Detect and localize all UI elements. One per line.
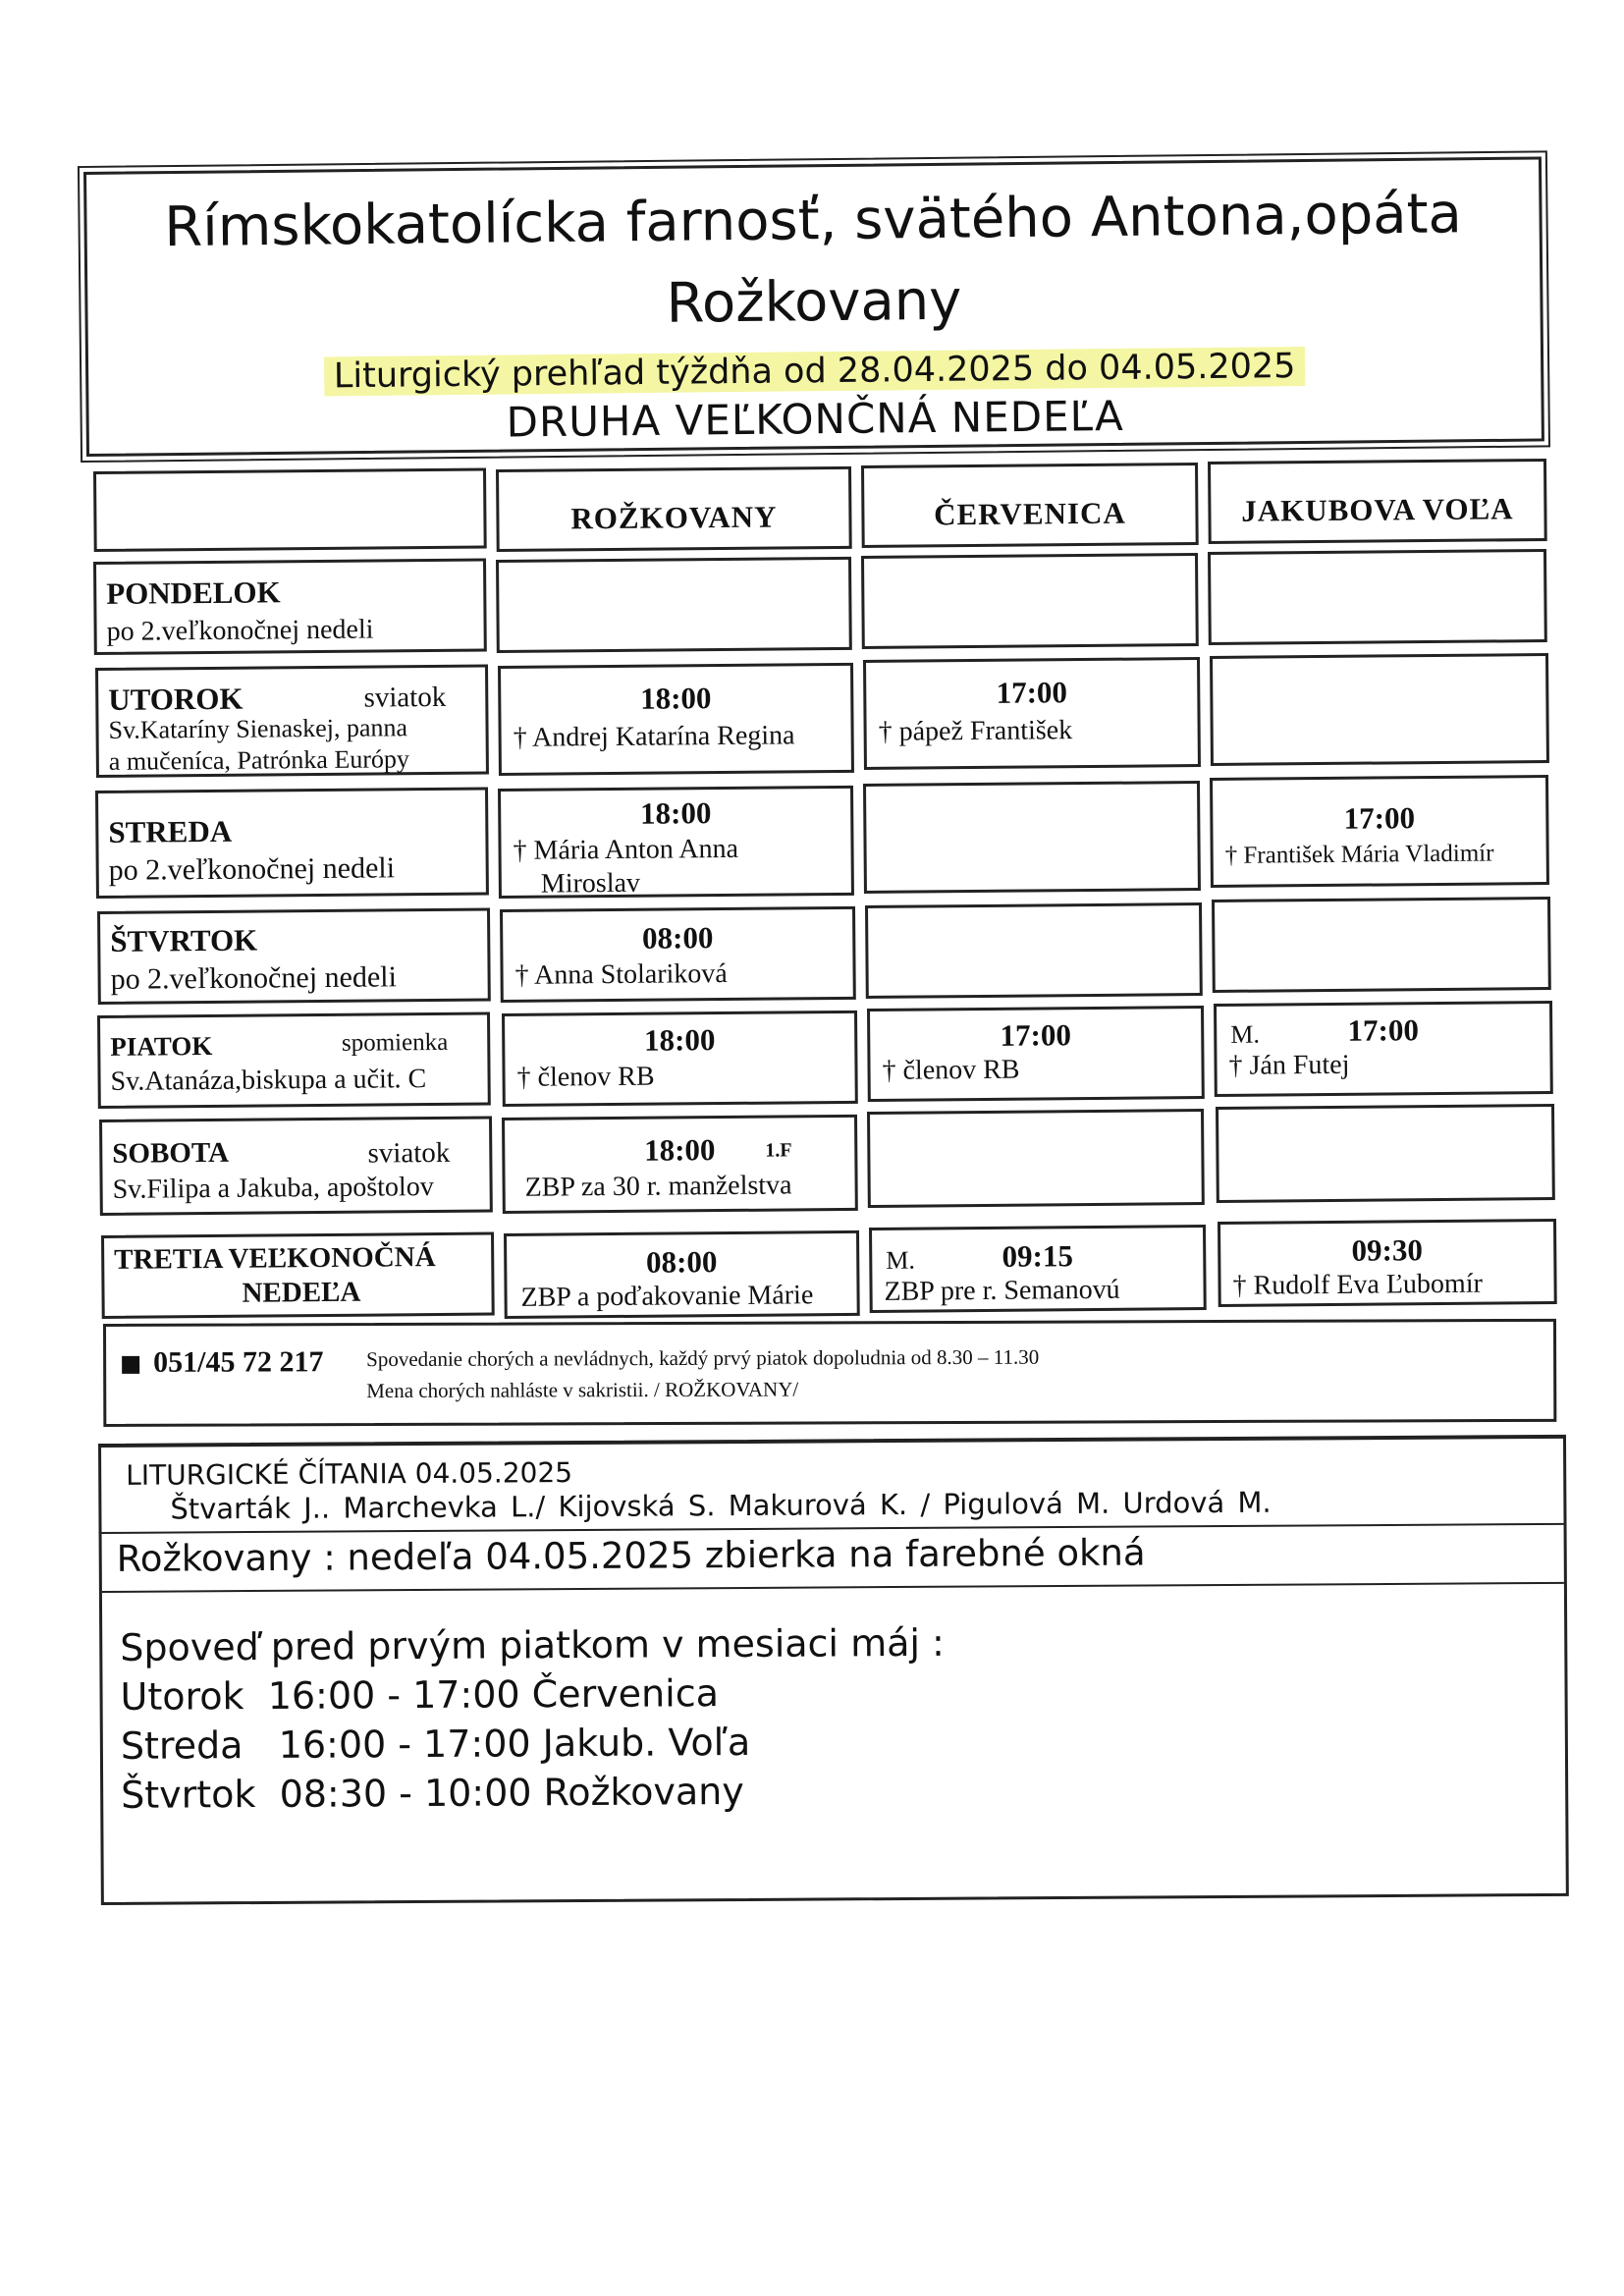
- cell-piatok-jakubova: [1214, 1001, 1553, 1097]
- mass-intention: ZBP pre r. Semanovú: [884, 1274, 1120, 1307]
- contact-info-box: [103, 1319, 1556, 1427]
- mass-intention: ZBP za 30 r. manželstva: [524, 1170, 792, 1203]
- cell-pondelok-jakubova: [1208, 549, 1547, 645]
- collection-note: Rožkovany : nedeľa 04.05.2025 zbierka na farebné okná: [116, 1531, 1146, 1580]
- cell-streda-jakubova: [1210, 775, 1549, 888]
- mass-time: 17:00: [1000, 1017, 1072, 1053]
- day-name: PIATOK: [110, 1030, 213, 1062]
- cell-utorok-jakubova: [1210, 653, 1549, 766]
- phone-number: 051/45 72 217: [153, 1345, 324, 1379]
- col-head-rozkovany: ROŽKOVANY: [496, 466, 852, 552]
- day-subtitle-2: a mučeníca, Patrónka Európy: [108, 744, 410, 776]
- day-subtitle: Sv.Kataríny Sienaskej, panna: [108, 713, 408, 744]
- col-head-cervenica: ČERVENICA: [861, 463, 1199, 548]
- header-box: [83, 156, 1544, 457]
- mass-time: 18:00: [639, 795, 712, 831]
- day-cell-sobota: [99, 1117, 493, 1216]
- mass-time: 09:15: [1001, 1238, 1074, 1274]
- parish-title: Rímskokatolícka farnosť, svätého Antona,opáta: [163, 182, 1463, 260]
- first-friday-note: 1.F: [765, 1139, 792, 1162]
- cell-nedela-cervenica: [869, 1225, 1207, 1313]
- cell-piatok-cervenica: [867, 1006, 1205, 1102]
- cell-nedela-rozkovany: [504, 1230, 860, 1319]
- day-name: TRETIA VEĽKONOČNÁ: [114, 1241, 436, 1276]
- mass-intention: † Anna Stolariková: [514, 957, 728, 991]
- mass-intention: † František Mária Vladimír: [1224, 840, 1494, 869]
- sunday-title: DRUHA VEĽKONČNÁ NEDEĽA: [506, 391, 1124, 447]
- mass-time: 08:00: [641, 920, 714, 956]
- day-name: SOBOTA: [112, 1136, 230, 1170]
- confession-title: Spoveď pred prvým piatkom v mesiaci máj :: [120, 1620, 945, 1669]
- day-subtitle: Sv.Filipa a Jakuba, apoštolov: [112, 1172, 434, 1205]
- cell-pondelok-rozkovany: [496, 557, 852, 653]
- day-subtitle: po 2.veľkonočnej nedeli: [106, 614, 374, 647]
- day-subtitle: Sv.Atanáza,biskupa a učit. C: [110, 1064, 427, 1097]
- sick-names-note: Mena chorých nahláste v sakristii. / ROŽKOVANY/: [366, 1377, 799, 1403]
- cell-streda-cervenica: [863, 781, 1201, 894]
- mass-time: 08:00: [645, 1244, 718, 1280]
- day-name: PONDELOK: [106, 574, 281, 611]
- day-subtitle: po 2.veľkonočnej nedeli: [108, 851, 396, 887]
- day-name: UTOROK: [108, 681, 244, 717]
- cell-streda-rozkovany: [498, 786, 854, 899]
- readings-title: LITURGICKÉ ČÍTANIA 04.05.2025: [126, 1456, 573, 1492]
- day-cell-piatok: [97, 1012, 491, 1109]
- day-tag: spomienka: [341, 1028, 449, 1057]
- mass-time: 17:00: [996, 675, 1068, 710]
- mass-time: 18:00: [643, 1022, 716, 1058]
- cell-utorok-rozkovany: [498, 663, 854, 776]
- cell-sobota-cervenica: [867, 1109, 1205, 1208]
- day-cell-stvrtok: [97, 908, 491, 1005]
- day-cell-pondelok: [93, 559, 487, 655]
- day-cell-streda: [95, 788, 489, 899]
- cell-stvrtok-jakubova: [1212, 897, 1551, 993]
- day-subtitle: NEDEĽA: [242, 1276, 361, 1309]
- day-name: STREDA: [108, 813, 233, 849]
- mass-intention: † Mária Anton Anna: [513, 833, 739, 866]
- mass-intention: † Rudolf Eva Ľubomír: [1232, 1268, 1483, 1301]
- mass-prefix: M.: [1230, 1019, 1261, 1049]
- mass-intention: † členov RB: [882, 1054, 1020, 1086]
- confession-row: Utorok 16:00 - 17:00 Červenica: [120, 1671, 720, 1719]
- mass-intention: ZBP a poďakovanie Márie: [520, 1280, 814, 1313]
- parish-location: Rožkovany: [666, 268, 962, 336]
- cell-sobota-rozkovany: [502, 1115, 858, 1214]
- mass-intention: † Ján Futej: [1228, 1049, 1350, 1081]
- day-tag: sviatok: [367, 1136, 451, 1170]
- telephone-icon: [122, 1356, 139, 1374]
- cell-pondelok-cervenica: [861, 553, 1199, 649]
- confession-sick-note: Spovedanie chorých a nevládnych, každý prvý piatok dopoludnia od 8.30 – 11.30: [366, 1344, 1040, 1372]
- day-cell-nedela: [101, 1232, 495, 1319]
- corner-empty-cell: [93, 468, 487, 552]
- day-name: ŠTVRTOK: [110, 922, 258, 958]
- mass-intention: † pápež František: [878, 715, 1073, 747]
- cell-stvrtok-rozkovany: [500, 906, 856, 1003]
- cell-utorok-cervenica: [863, 657, 1201, 770]
- cell-piatok-rozkovany: [502, 1011, 858, 1107]
- cell-sobota-jakubova: [1216, 1104, 1555, 1203]
- mass-intention: † Andrej Katarína Regina: [513, 720, 795, 753]
- day-cell-utorok: [95, 665, 489, 778]
- day-subtitle: po 2.veľkonočnej nedeli: [110, 960, 398, 996]
- confession-row: Streda 16:00 - 17:00 Jakub. Voľa: [120, 1720, 751, 1768]
- mass-intention-2: Miroslav: [540, 867, 641, 900]
- mass-time: 18:00: [643, 1132, 716, 1168]
- confession-row: Štvrtok 08:30 - 10:00 Rožkovany: [121, 1769, 744, 1817]
- mass-time: 17:00: [1347, 1012, 1420, 1048]
- mass-time: 17:00: [1343, 800, 1416, 836]
- announcements-box: [98, 1435, 1569, 1905]
- cell-nedela-jakubova: [1218, 1219, 1557, 1307]
- divider: [102, 1582, 1564, 1593]
- mass-intention: † členov RB: [516, 1061, 655, 1093]
- mass-time: 18:00: [639, 681, 712, 716]
- col-head-jakubova: JAKUBOVA VOĽA: [1208, 459, 1547, 544]
- readers-list: Štvarták J.. Marchevka L./ Kijovská S. Makurová K. / Pigulová M. Urdová M.: [170, 1485, 1272, 1526]
- day-tag: sviatok: [363, 681, 447, 714]
- week-range-highlight: Liturgický prehľad týždňa od 28.04.2025 do 04.05.2025: [324, 347, 1306, 396]
- mass-time: 09:30: [1351, 1232, 1424, 1268]
- mass-prefix: M.: [886, 1245, 916, 1275]
- cell-stvrtok-cervenica: [865, 902, 1203, 999]
